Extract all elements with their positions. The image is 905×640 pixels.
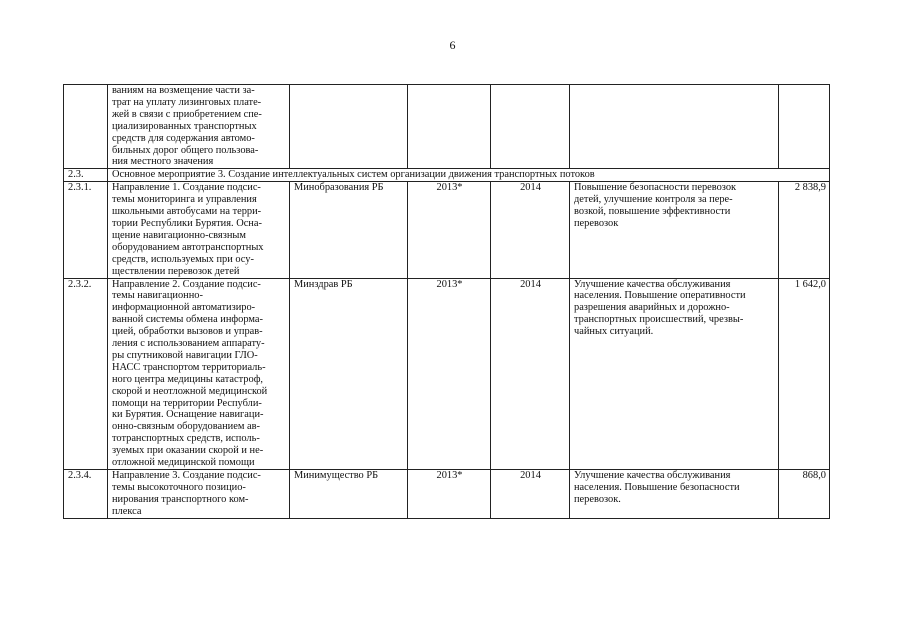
cell-number: 2.3.1. bbox=[64, 182, 108, 278]
table-row bbox=[64, 470, 830, 519]
cell-result: Повышение безопасности перевозок детей, улучшение контроля за пере- возкой, повышение эффективности перевозок bbox=[570, 182, 779, 278]
cell-result: Улучшение качества обслуживания населения. Повышение безопасности перевозок. bbox=[570, 470, 779, 519]
cell-executor bbox=[290, 85, 408, 169]
cell-result bbox=[570, 85, 779, 169]
table-row-continuation bbox=[64, 85, 830, 169]
table-row bbox=[64, 278, 830, 470]
cell-amount: 2 838,9 bbox=[779, 182, 830, 278]
cell-start-year: 2013* bbox=[408, 182, 491, 278]
cell-start-year: 2013* bbox=[408, 278, 491, 470]
cell-start-year bbox=[408, 85, 491, 169]
cell-executor: Минимущество РБ bbox=[290, 470, 408, 519]
cell-number: 2.3. bbox=[64, 169, 108, 182]
cell-executor: Минобразования РБ bbox=[290, 182, 408, 278]
cell-direction: ваниям на возмещение части за- трат на уплату лизинговых плате- жей в связи с приобретением спе- циализированных транспортных средств для содержания автомо- бильных дорог общего пользова- ния местного значения bbox=[108, 85, 290, 169]
cell-direction: Направление 3. Создание подсис- темы высокоточного позицио- нирования транспортного ком- плекса bbox=[108, 470, 290, 519]
cell-end-year: 2014 bbox=[491, 470, 570, 519]
cell-end-year: 2014 bbox=[491, 278, 570, 470]
program-table bbox=[63, 84, 830, 519]
cell-main-activity-title: Основное мероприятие 3. Создание интеллектуальных систем организации движения транспортных потоков bbox=[108, 169, 830, 182]
cell-number: 2.3.2. bbox=[64, 278, 108, 470]
table-row-main-activity bbox=[64, 169, 830, 182]
cell-end-year: 2014 bbox=[491, 182, 570, 278]
cell-number: 2.3.4. bbox=[64, 470, 108, 519]
cell-executor: Минздрав РБ bbox=[290, 278, 408, 470]
cell-amount: 868,0 bbox=[779, 470, 830, 519]
cell-direction: Направление 1. Создание подсис- темы мониторинга и управления школьными автобусами на терри- тории Республики Бурятия. Осна- щение навигационно-связным оборудованием автотранспортных средств, используемых при осу- ществлении перевозок детей bbox=[108, 182, 290, 278]
cell-amount: 1 642,0 bbox=[779, 278, 830, 470]
cell-result: Улучшение качества обслуживания населения. Повышение оперативности разрешения аварийных и дорожно- транспортных происшествий, чрезвы- чайных ситуаций. bbox=[570, 278, 779, 470]
cell-number bbox=[64, 85, 108, 169]
cell-amount bbox=[779, 85, 830, 169]
cell-end-year bbox=[491, 85, 570, 169]
page-number: 6 bbox=[449, 38, 456, 52]
cell-direction: Направление 2. Создание подсис- темы навигационно- информационной автоматизиро- ванной системы обмена информа- цией, обработки вызовов и управ- ления с использованием аппарату- ры спутниковой навигации ГЛО- НАСС транспортом территориаль- ного центра медицины катастроф, скорой и неотложной медицинской помощи на территории Республи- ки Бурятия. Оснащение навигаци- онно-связным оборудованием ав- тотранспортных средств, исполь- зуемых при оказании скорой и не- отложной медицинской помощи bbox=[108, 278, 290, 470]
table-row bbox=[64, 182, 830, 278]
cell-start-year: 2013* bbox=[408, 470, 491, 519]
